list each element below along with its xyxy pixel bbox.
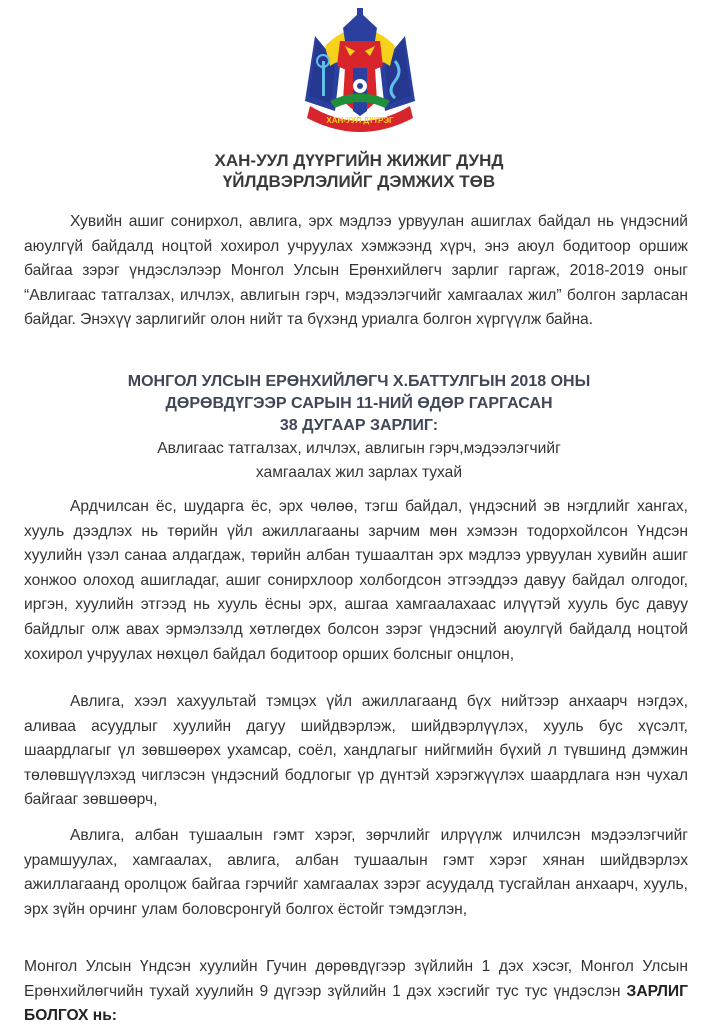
body-paragraph-2: Авлига, хээл хахуультай тэмцэх үйл ажиллагаанд бүх нийтээр анхаарч нэгдэх, аливаа асуудлыг хуулийн дагуу шийдвэрлэж, шийдвэрлүүлэх, хууль бус хүсэлт, шаардлагыг үл зөвшөөрөх ухамсар, соёл, хандлагыг нийгмийн бүхий л түвшинд дэмжин төлөвшүүлэхэд чиглэсэн үндэсний бодлогыг үр дүнтэй хэрэгжүүлэх шаардлага нэн чухал байгааг зөвшөөрч, [24, 693, 688, 809]
intro-paragraph: Хувийн ашиг сонирхол, авлига, эрх мэдлээ урвуулан ашиглах байдал нь үндэсний аюулгүй байдалд ноцтой хохирол учруулах хэмжээнд хүрч, энэ аюул бодитоор оршиж байгаа зэрэг үндэслэлээр Монгол Улсын Ерөнхийлөгч зарлиг гаргаж, 2018-2019 оныг “Авлигаас татгалзах, илчлэх, авлигын гэрч, мэдээлэгчийг хамгаалах жил” болгон зарласан байдаг. Энэхүү зарлигийг олон нийт та бүхэнд уриалга болгон хүргүүлж байна. [24, 213, 688, 329]
logo-text: ХАН-УУЛ ДҮҮРЭГ [326, 116, 394, 125]
title-line-2: ҮЙЛДВЭРЛЭЛИЙГ ДЭМЖИХ ТӨВ [222, 172, 496, 191]
page-title [0, 150, 718, 192]
decree-heading [0, 371, 718, 485]
decree-line-1: МОНГОЛ УЛСЫН ЕРӨНХИЙЛӨГЧ Х.БАТТУЛГЫН 2018 ОНЫ [127, 373, 591, 390]
district-coat-of-arms-icon [295, 6, 425, 136]
decree-keyword: ЗАРЛИГ БОЛГОХ нь: [24, 982, 688, 1025]
body-paragraph-3: Авлига, албан тушаалын гэмт хэрэг, зөрчлийг илрүүлж илчилсэн мэдээлэгчийг урамшуулах, хамгаалах, авлига, албан тушаалын гэмт хэрэг хянан шийдвэрлэх ажиллагаанд оролцож байгаа гэрчийг хамгаалах зэрэг асуудалд тусгайлан анхаарч, хууль, эрх зүйн орчинг улам боловсронгуй болгох ёстойг тэмдэглэн, [24, 827, 688, 918]
decree-line-2: ДӨРӨВДҮГЭЭР САРЫН 11-НИЙ ӨДӨР ГАРГАСАН [165, 395, 553, 412]
decree-line-3: 38 ДУГААР ЗАРЛИГ: [279, 417, 439, 434]
decree-subtitle-1: Авлигаас татгалзах, илчлэх, авлигын гэрч,мэдээлэгчийг [157, 440, 561, 457]
body-paragraph-1: Ардчилсан ёс, шударга ёс, эрх чөлөө, тэгш байдал, үндэсний эв нэгдлийг хангах, хууль дээдлэх нь төрийн үйл ажиллагааны зарчим мөн хэмээн тодорхойлсон Үндсэн хуулийн үзэл санаа алдагдаж, төрийн албан тушаалтан эрх мэдлээ урвуулан хувийн ашиг хонжоо олоход ашигладаг, ашиг сонирхлоор холбогдсон этгээддээ давуу байдал олгодог, иргэн, хуулийн этгээд нь хууль ёсны эрх, ашгаа хамгаалахаас илүүтэй хууль бус давуу байдлыг олж авах эрмэлзэлд хөтлөгдөх болсон зэрэг үндэсний аюулгүй байдалд ноцтой хохирол учруулах нөхцөл байдал бодитоор орших болсныг онцлон, [24, 498, 688, 663]
closing-paragraph: Монгол Улсын Үндсэн хуулийн Гучин дөрөвдүгээр зүйлийн 1 дэх хэсэг, Монгол Улсын Ерөнхийлөгчийн тухай хуулийн 9 дүгээр зүйлийн 1 дэх хэсгийг тус тус үндэслэн ЗАРЛИГ БОЛГОХ нь: [24, 958, 688, 1025]
title-line-1: ХАН-УУЛ ДҮҮРГИЙН ЖИЖИГ ДУНД [214, 151, 504, 170]
decree-subtitle-2: хамгаалах жил зарлах тухай [255, 464, 463, 481]
